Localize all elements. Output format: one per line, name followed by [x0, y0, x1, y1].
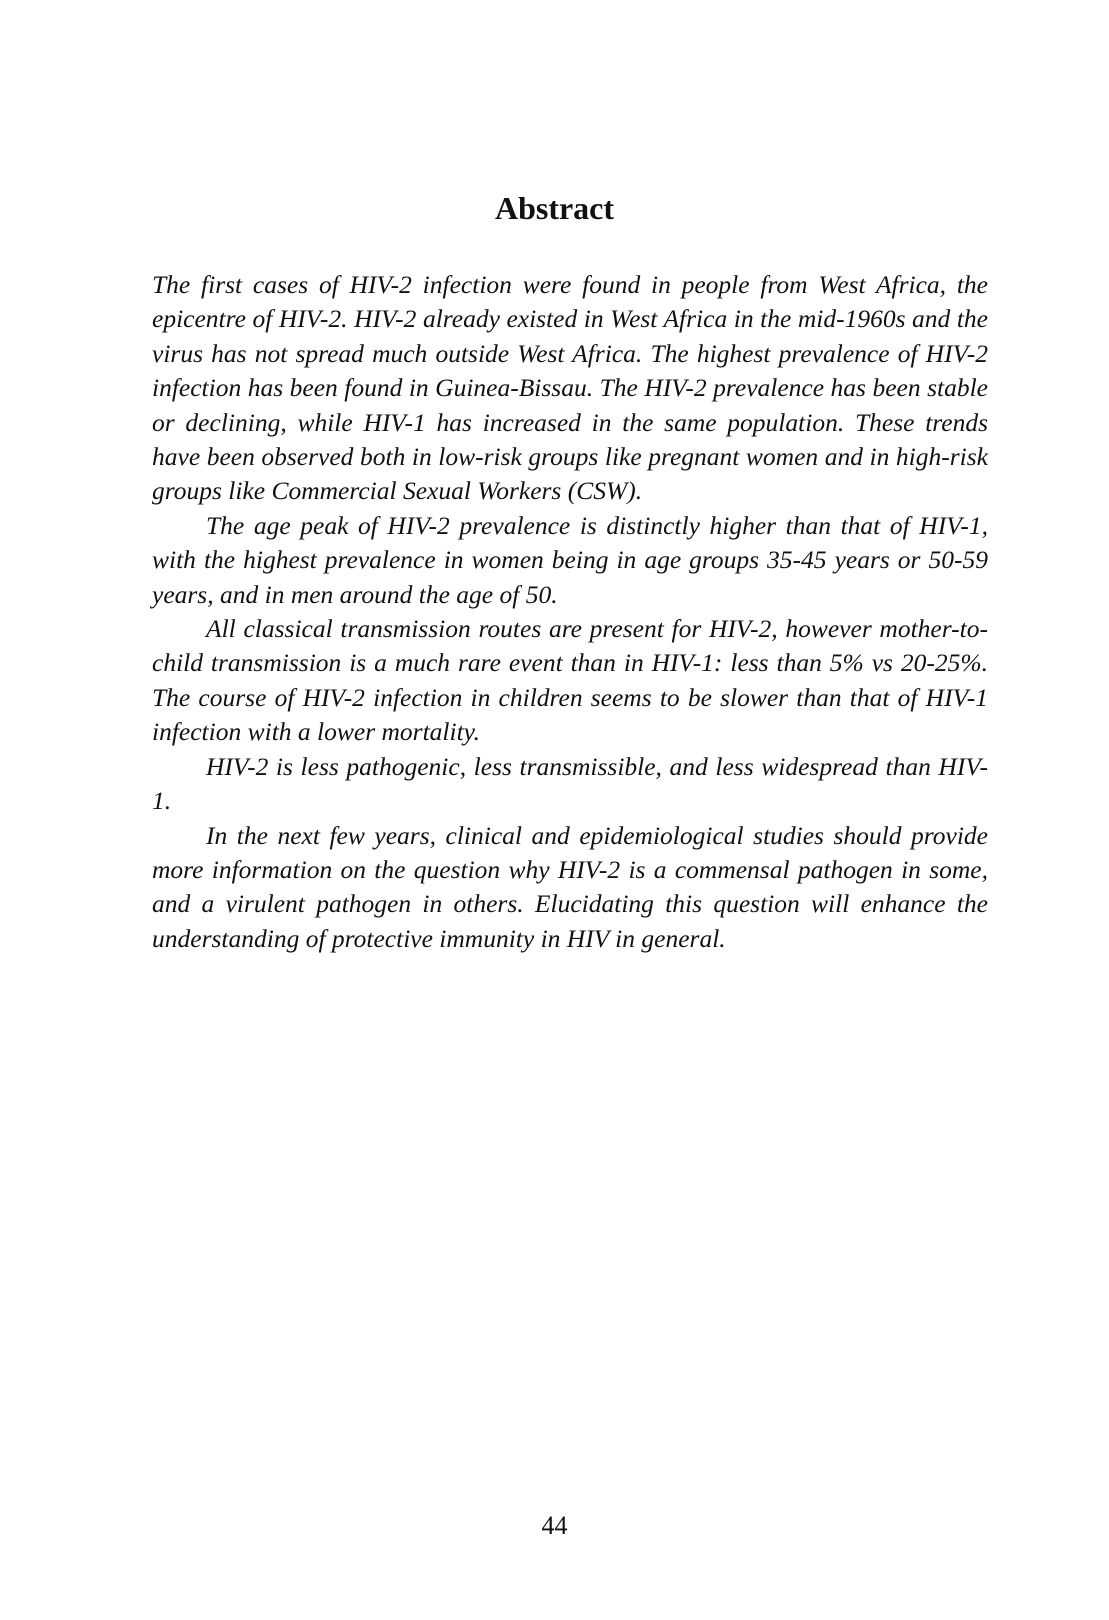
paragraph-4: HIV-2 is less pathogenic, less transmissible, and less widespread than HIV-1.: [152, 751, 988, 816]
abstract-body: [152, 268, 988, 956]
paragraph-2: The age peak of HIV-2 prevalence is distinctly higher than that of HIV-1, with the highest prevalence in women being in age groups 35-45 years or 50-59 years, and in men around the age of 50.: [152, 510, 988, 609]
page-title: Abstract: [494, 190, 615, 226]
paragraph-3: All classical transmission routes are present for HIV-2, however mother-to-child transmission is a much rare event than in HIV-1: less than 5% vs 20-25%. The course of HIV-2 infection in children seems to be slower than that of HIV-1 infection with a lower mortality.: [152, 614, 988, 747]
page-number: 44: [541, 1511, 568, 1540]
paragraph-1: The first cases of HIV-2 infection were found in people from West Africa, the epicentre of HIV-2. HIV-2 already existed in West Africa in the mid-1960s and the virus has not spread much outside West Africa. The highest prevalence of HIV-2 infection has been found in Guinea-Bissau. The HIV-2 prevalence has been stable or declining, while HIV-1 has increased in the same population. These trends have been observed both in low-risk groups like pregnant women and in high-risk groups like Commercial Sexual Workers (CSW).: [152, 270, 988, 506]
paragraph-5: In the next few years, clinical and epidemiological studies should provide more information on the question why HIV-2 is a commensal pathogen in some, and a virulent pathogen in others. Elucidating this question will enhance the understanding of protective immunity in HIV in general.: [152, 820, 988, 953]
